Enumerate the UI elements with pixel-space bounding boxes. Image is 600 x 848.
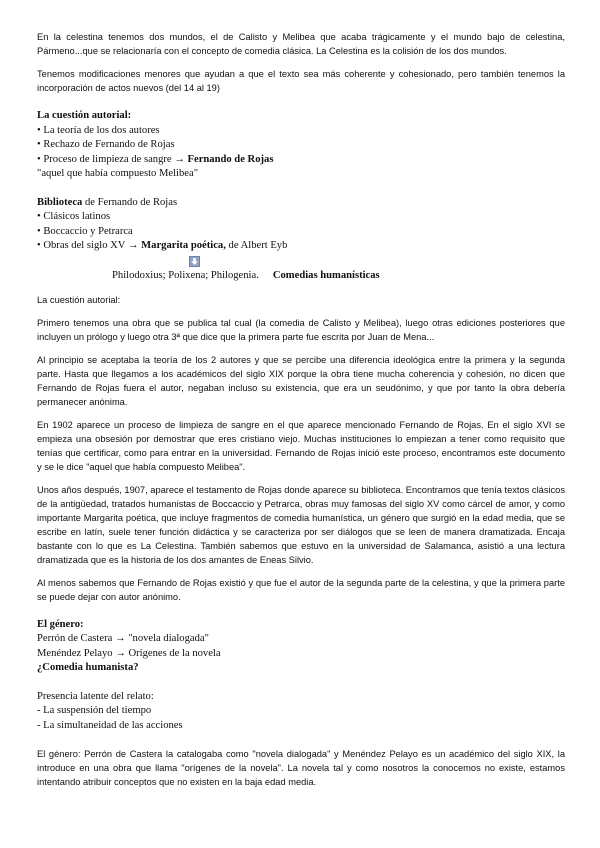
genero-line-2: Menéndez Pelayo → Orígenes de la novela [37, 647, 221, 659]
body-label: La cuestión autorial: [37, 294, 121, 305]
biblioteca-outline [37, 196, 565, 284]
biblioteca-item-2: • Boccaccio y Petrarca [37, 225, 133, 237]
presencia-item-1: - La suspensión del tiempo [37, 705, 152, 716]
presencia-item-2: - La simultaneidad de las acciones [37, 719, 183, 731]
intro-paragraph-1: En la celestina tenemos dos mundos, el de Calisto y Melibea que acaba trágicamente y el mundo bajo de celestina, Pármeno...que se relacionaría con el concepto de comedia clásica. La Celestina es la colisión de los dos mundos. [37, 32, 565, 56]
biblioteca-heading: Biblioteca de Fernando de Rojas [37, 196, 178, 208]
document-page [37, 30, 565, 789]
presencia-heading: Presencia latente del relato: [37, 690, 154, 702]
genero-closing-paragraph: El género: Perrón de Castera la catalogaba como "novela dialogada" y Menéndez Pelayo es un académico del siglo XIX, la introduce en una obra que llama "orígenes de la novela". La novela tal y como nosotros la conocemos no existe, estamos intentando atribuir conceptos que no existen en la baja edad media. [37, 749, 565, 787]
body-paragraph-4: Unos años después, 1907, aparece el testamento de Rojas donde aparece su biblioteca. Encontramos que tenía textos clásicos de la antigüedad, tratados humanistas de Boccaccio y Petrarca, obras muy famosas del siglo XV como cárcel de amor, y como importante Margarita poética, que incluye fragmentos de comedia humanística, un género que surgió en la edad media, que se escribe en latín, suele tener función didáctica y se caracteriza por ser diálogos que se leen de manera dramatizada. Encaja bastante con lo que es La Celestina. También sabemos que estuvo en la universidad de Salamanca, asistió a una lectura dramatizada que es la historia de los dos amantes de Eneas Silvio. [37, 484, 565, 565]
biblioteca-item-3: • Obras del siglo XV → Margarita poética, de Albert Eyb [37, 240, 288, 251]
autorial-outline [37, 109, 565, 182]
autorial-item-1: • La teoría de los dos autores [37, 124, 160, 136]
autorial-item-2: • Rechazo de Fernando de Rojas [37, 139, 175, 150]
autorial-quote: "aquel que había compuesto Melibea" [37, 168, 199, 179]
genero-question: ¿Comedia humanista? [37, 662, 139, 673]
genero-outline [37, 618, 565, 676]
intro-paragraph-2: Tenemos modificaciones menores que ayudan a que el texto sea más coherente y cohesionado, pero también tenemos la incorporación de actos nuevos (del 14 al 19) [37, 69, 565, 93]
works-genre: Comedias humanísticas [272, 269, 380, 281]
body-paragraph-1: Primero tenemos una obra que se publica tal cual (la comedia de Calisto y Melibea), luego otras ediciones posteriores que incluyen un prólogo y luego otra 3ª que dice que la primera parte fue escrita por Juan de Mena... [37, 317, 565, 342]
works-titles: Philodoxius; Polixena; Philogenia. [112, 269, 259, 281]
genero-heading: El género: [37, 618, 84, 630]
genero-line-1: Perrón de Castera → "novela dialogada" [37, 633, 209, 644]
biblioteca-item-1: • Clásicos latinos [37, 211, 111, 222]
body-paragraph-3: En 1902 aparece un proceso de limpieza de sangre en el que aparece mencionado Fernando de Rojas. En el siglo XVI se empieza una obsesión por demostrar que eres cristiano viejo. Muchas instituciones lo empiezan a tener como requisito que tenías que certificar, como para entrar en la universidad. Fernando de Rojas inició este proceso, encontramos este documento y se le dice "aquel que había compuesto Melibea". [37, 419, 565, 472]
arrow-line [37, 254, 565, 284]
body-paragraph-5: Al menos sabemos que Fernando de Rojas existió y que fue el autor de la segunda parte de la celestina, y que la primera parte se puede dejar con autor anónimo. [37, 577, 565, 602]
autorial-item-3: • Proceso de limpieza de sangre → Fernando de Rojas [37, 153, 274, 165]
presencia-outline [37, 690, 565, 734]
body-paragraph-2: Al principio se aceptaba la teoría de los 2 autores y que se percibe una diferencia ideológica entre la primera y la segunda parte. Hasta que llegamos a los académicos del siglo XIX porque la obra tiene mucha coherencia y cohesión, no dicen que Fernando de Rojas fuera el autor, negaban incluso su existencia, que era un seudónimo, y que por tanto la obra debería permanecer anónima. [37, 354, 565, 407]
arrow-down-icon [189, 256, 200, 267]
autorial-heading: La cuestión autorial: [37, 110, 132, 121]
works-line [112, 269, 380, 284]
